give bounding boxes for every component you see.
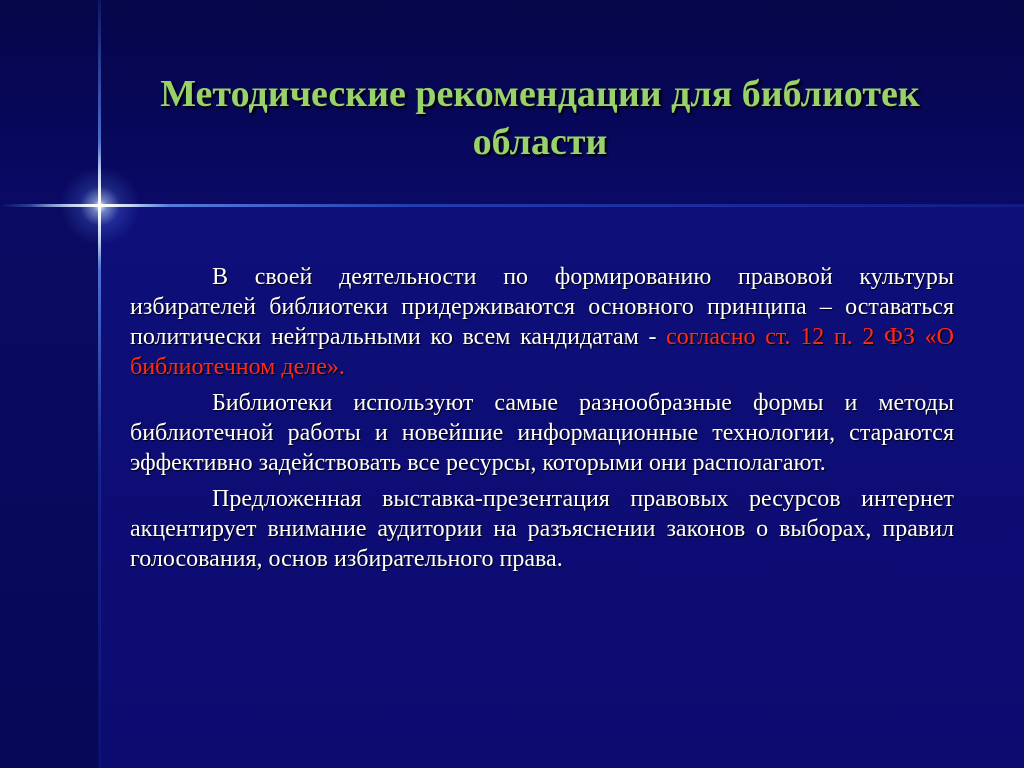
paragraph-2: Библиотеки используют самые разнообразные формы и методы библиотечной работы и новейшие информационные технологии, стараются эффективно задействовать все ресурсы, которыми они располагают.: [130, 390, 954, 476]
slide-title: Методические рекомендации для библиотек области: [160, 73, 920, 163]
paragraph-1-text: В своей деятельности по формированию правовой культуры избирателей библиотеки придерживаются основного принципа – оставаться политически нейтральными ко всем кандидатам -: [130, 264, 954, 350]
paragraph-3: Предложенная выставка-презентация правовых ресурсов интернет акцентирует внимание аудитории на разъяснении законов о выборах, правил голосования, основ избирательного права.: [130, 486, 954, 572]
paragraph-1: [130, 262, 954, 382]
slide-body: [130, 262, 954, 580]
star-sparkle-vertical-ray: [98, 140, 101, 270]
vertical-light-line: [98, 0, 101, 768]
law-reference: согласно ст. 12 п. 2 ФЗ «О библиотечном деле».: [130, 324, 954, 380]
slide-left-band: [0, 206, 100, 768]
